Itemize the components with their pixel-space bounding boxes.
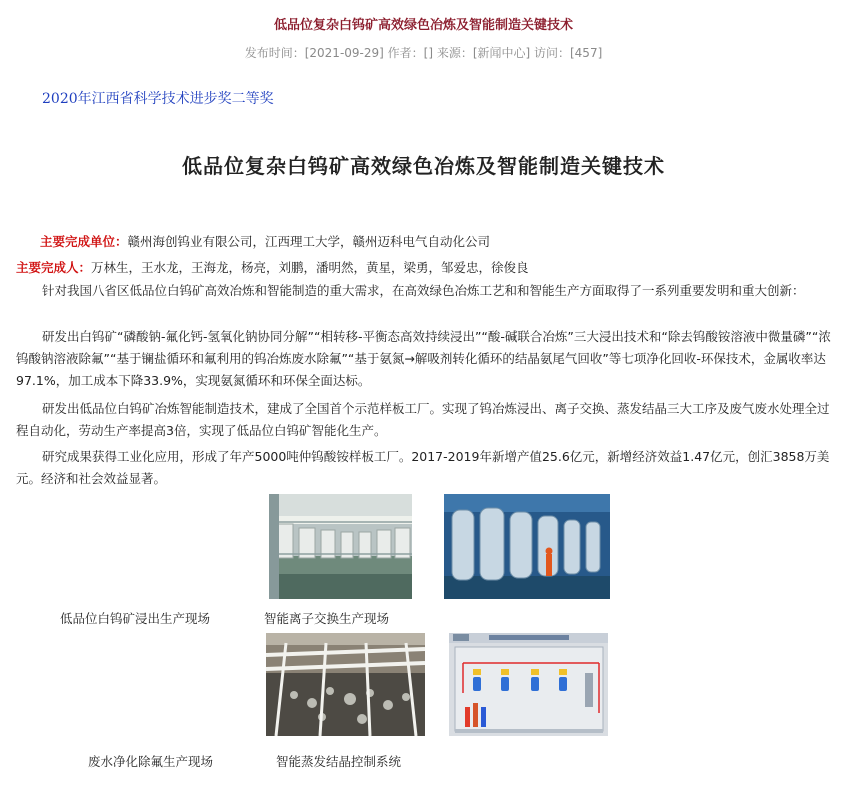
paragraph-results: 研究成果获得工业化应用，形成了年产5000吨仲钨酸铵样板工厂。2017-2019年新增产值25.6亿元，新增经济效益1.47亿元，创汇3858万美元。经济和社会效益显著。: [16, 449, 830, 486]
paragraph-intro: 针对我国八省区低品位白钨矿高效冶炼和智能制造的重大需求，在高效绿色冶炼工艺和和智能生产方面取得了一系列重要发明和重大创新：: [42, 283, 805, 298]
leaching-site-photo: [269, 494, 412, 599]
units-label: 主要完成单位：: [40, 234, 128, 249]
article-title: 低品位复杂白钨矿高效绿色冶炼及智能制造关键技术: [182, 154, 665, 178]
paragraph-smart-manufacturing: 研发出低品位白钨矿冶炼智能制造技术，建成了全国首个示范样板工厂。实现了钨冶炼浸出、离子交换、蒸发结晶三大工序及废气废水处理全过程自动化，劳动生产率提高3倍，实现了低品位白钨矿智能化生产。: [16, 401, 830, 438]
completion-people: [16, 257, 529, 279]
award-heading: 2020年江西省科学技术进步奖二等奖: [42, 91, 274, 107]
wastewater-site-photo: [266, 633, 425, 736]
leaching-site-caption: 低品位白钨矿浸出生产现场: [60, 611, 211, 626]
people-value: 万林生，王水龙，王海龙，杨亮，刘鹏，潘明然，黄星，梁勇，邹爱忠，徐俊良: [91, 260, 529, 275]
people-label: 主要完成人：: [16, 260, 92, 275]
ion-exchange-caption: 智能离子交换生产现场: [264, 611, 390, 626]
article-meta: 发布时间：[2021-09-29] 作者：[] 来源：[新闻中心] 访问：[457]: [244, 46, 603, 60]
page-header-title: 低品位复杂白钨矿高效绿色冶炼及智能制造关键技术: [273, 18, 573, 33]
wastewater-caption: 废水净化除氟生产现场: [88, 754, 214, 769]
units-value: 赣州海创钨业有限公司，江西理工大学，赣州迈科电气自动化公司: [127, 234, 491, 249]
completion-units: [40, 231, 490, 253]
paragraph-leaching-tech: 研发出白钨矿“磷酸钠-氟化钙-氢氧化钠协同分解”“相转移-平衡态高效持续浸出”“酸-碱联合冶炼”三大浸出技术和“除去钨酸铵溶液中微量磷”“浓钨酸钠溶液除氟”“基于镧盐循环和氟利用的钨冶炼废水除氟”“基于氨氮→解吸剂转化循环的结晶氨尾气回收”等七项净化回收-环保技术，金属收率达97.1%，加工成本下降33.9%，实现氨氮循环和环保全面达标。: [16, 329, 831, 388]
evaporation-caption: 智能蒸发结晶控制系统: [276, 754, 402, 769]
evaporation-control-screen: [449, 633, 608, 736]
ion-exchange-photo: [444, 494, 610, 599]
